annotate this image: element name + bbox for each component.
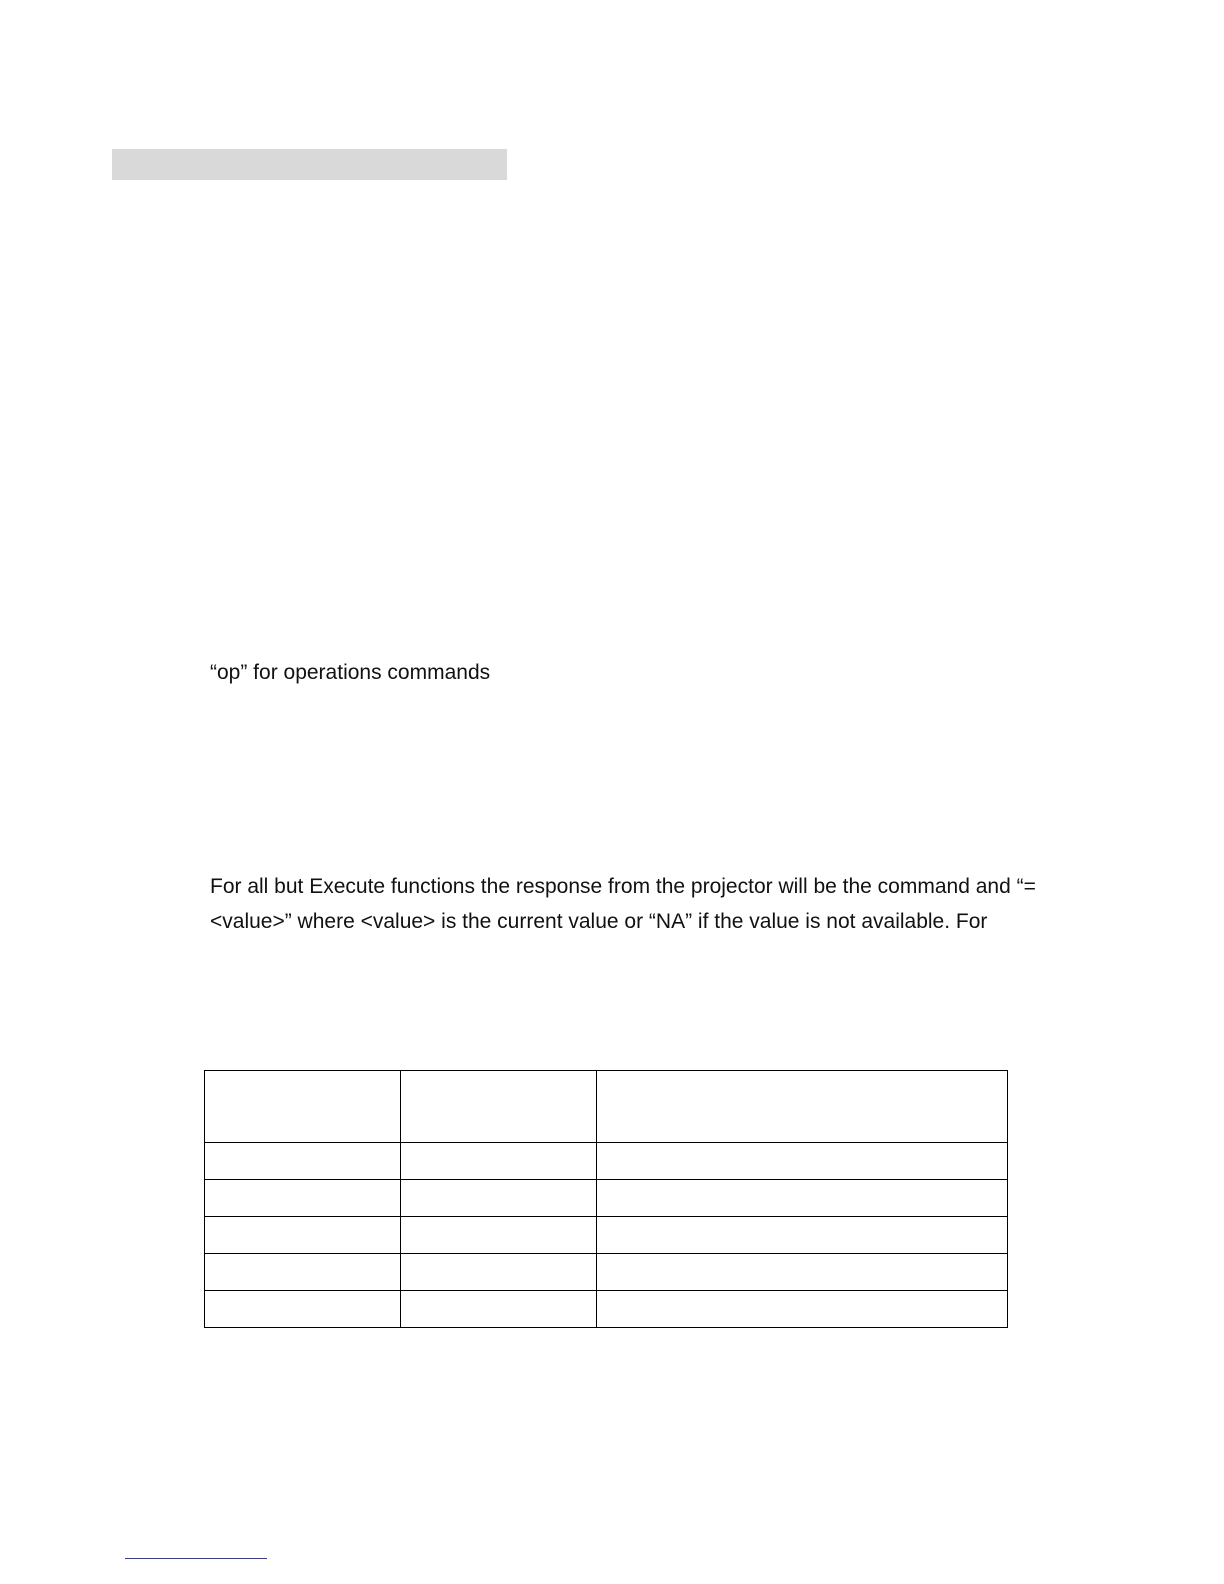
table-cell (597, 1291, 1008, 1328)
response-paragraph-line-2: <value>” where <value> is the current value or “NA” if the value is not available. For (210, 910, 988, 933)
table-cell (597, 1217, 1008, 1254)
footnote-separator (125, 1558, 267, 1559)
section-heading-highlight (112, 149, 507, 180)
table-cell (401, 1143, 597, 1180)
table-row (205, 1143, 1008, 1180)
table-header-cell (401, 1071, 597, 1143)
table-header-cell (597, 1071, 1008, 1143)
table-cell (597, 1180, 1008, 1217)
table-header-cell (205, 1071, 401, 1143)
response-paragraph-line-1: For all but Execute functions the response from the projector will be the command and “= (210, 875, 1036, 898)
table-cell (205, 1217, 401, 1254)
table-cell (401, 1291, 597, 1328)
table-cell (205, 1291, 401, 1328)
table-header-row (205, 1071, 1008, 1143)
table-cell (401, 1180, 597, 1217)
table-cell (401, 1217, 597, 1254)
table-row (205, 1217, 1008, 1254)
table-row (205, 1180, 1008, 1217)
table-cell (205, 1143, 401, 1180)
table-row (205, 1254, 1008, 1291)
table-cell (401, 1254, 597, 1291)
table-row (205, 1291, 1008, 1328)
table-cell (205, 1180, 401, 1217)
operations-command-note: “op” for operations commands (210, 661, 491, 684)
command-table (204, 1070, 1008, 1328)
table-cell (597, 1254, 1008, 1291)
table-cell (205, 1254, 401, 1291)
table-cell (597, 1143, 1008, 1180)
